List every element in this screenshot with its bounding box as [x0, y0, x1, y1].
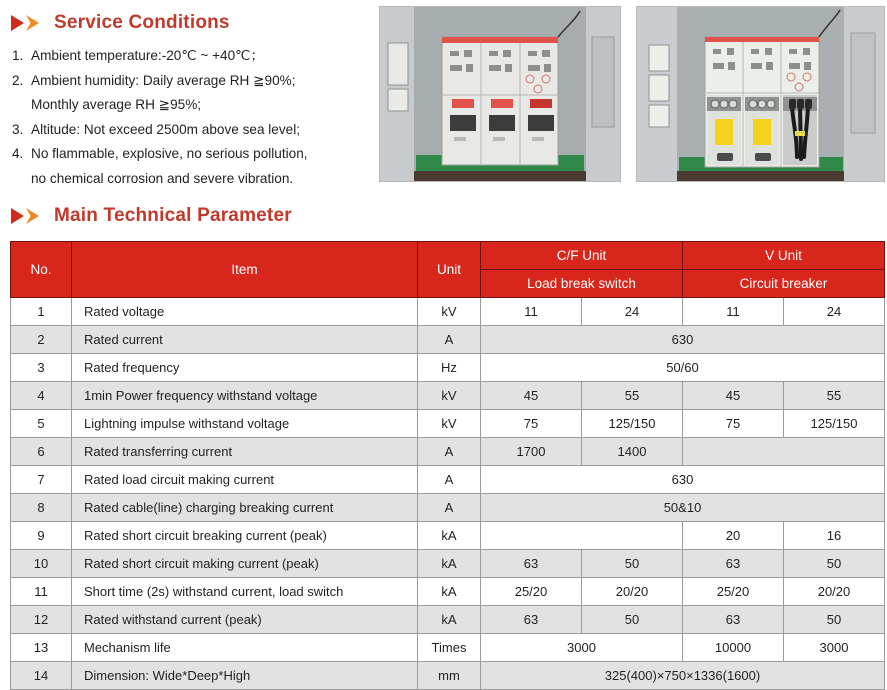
cell-item: Rated cable(line) charging breaking current [72, 494, 418, 522]
list-item-text-continued: Monthly average RH ≧95%; [31, 97, 202, 113]
cell-value: 1700 [481, 438, 582, 466]
cell-value: 3000 [481, 634, 683, 662]
table-row [11, 466, 885, 494]
cell-value: 63 [481, 606, 582, 634]
table-header-row-1 [11, 242, 885, 270]
cell-unit: A [418, 494, 481, 522]
cell-no: 8 [11, 494, 72, 522]
cell-no: 14 [11, 662, 72, 690]
cell-unit: Times [418, 634, 481, 662]
service-conditions-title: Service Conditions [54, 12, 230, 33]
table-row [11, 354, 885, 382]
cell-value: 63 [683, 550, 784, 578]
list-item-number: 1. [12, 48, 24, 63]
cell-value: 63 [481, 550, 582, 578]
list-item-number: 3. [12, 121, 24, 137]
cell-value: 50 [582, 550, 683, 578]
table-header [11, 242, 885, 298]
cell-no: 10 [11, 550, 72, 578]
cell-value: 125/150 [582, 410, 683, 438]
cell-value: 20/20 [582, 578, 683, 606]
cell-value: 50 [582, 606, 683, 634]
cell-unit: kV [418, 410, 481, 438]
list-item-text: Ambient humidity: Daily average RH ≧90%; [31, 72, 296, 88]
list-item-text: No flammable, explosive, no serious pollution, [31, 146, 308, 162]
cell-value: 20 [683, 522, 784, 550]
cell-item: Rated transferring current [72, 438, 418, 466]
table-row [11, 298, 885, 326]
list-item-text: Altitude: Not exceed 2500m above sea level; [31, 121, 301, 137]
cell-value: 50 [784, 606, 885, 634]
cell-unit: kA [418, 522, 481, 550]
table-row [11, 662, 885, 690]
cell-item: Rated load circuit making current [72, 466, 418, 494]
cell-value: 24 [582, 298, 683, 326]
cell-item: Rated short circuit making current (peak) [72, 550, 418, 578]
table-row [11, 634, 885, 662]
cell-unit: A [418, 438, 481, 466]
cell-value: 630 [481, 466, 885, 494]
cell-no: 2 [11, 326, 72, 354]
service-conditions-heading [10, 12, 230, 34]
cell-no: 7 [11, 466, 72, 494]
cell-unit: kA [418, 550, 481, 578]
cell-no: 4 [11, 382, 72, 410]
column-header-item: Item [72, 242, 418, 298]
cell-no: 11 [11, 578, 72, 606]
cell-value: 50&10 [481, 494, 885, 522]
cell-value: 25/20 [683, 578, 784, 606]
double-arrow-icon [10, 207, 44, 225]
cell-value: 11 [683, 298, 784, 326]
list-item [12, 69, 372, 94]
cell-item: Lightning impulse withstand voltage [72, 410, 418, 438]
column-header-no: No. [11, 242, 72, 298]
main-technical-parameter-heading [10, 205, 292, 227]
cell-value: 20/20 [784, 578, 885, 606]
cell-value [683, 438, 885, 466]
cell-unit: A [418, 326, 481, 354]
service-conditions-list [12, 44, 372, 192]
cell-value: 325(400)×750×1336(1600) [481, 662, 885, 690]
cell-value: 45 [683, 382, 784, 410]
cell-unit: kA [418, 606, 481, 634]
cell-value: 24 [784, 298, 885, 326]
cell-item: Mechanism life [72, 634, 418, 662]
table-row [11, 550, 885, 578]
cell-item: Short time (2s) withstand current, load switch [72, 578, 418, 606]
list-item-number: 4. [12, 146, 24, 162]
cell-no: 1 [11, 298, 72, 326]
main-technical-parameter-title: Main Technical Parameter [54, 205, 292, 226]
cell-no: 13 [11, 634, 72, 662]
cell-item: Rated current [72, 326, 418, 354]
technical-parameter-table [10, 241, 885, 690]
cell-value: 11 [481, 298, 582, 326]
table-row [11, 578, 885, 606]
list-item [12, 118, 372, 143]
table-row [11, 382, 885, 410]
cell-unit: Hz [418, 354, 481, 382]
cell-unit: kV [418, 382, 481, 410]
cell-value: 75 [683, 410, 784, 438]
cell-unit: kA [418, 578, 481, 606]
column-group-header-cf-unit: C/F Unit [481, 242, 683, 270]
switchgear-cable-compartment-photo [636, 6, 885, 182]
table-row [11, 606, 885, 634]
column-subheader-load-break-switch: Load break switch [481, 270, 683, 298]
cell-value [481, 522, 683, 550]
switchgear-front-closed-photo [379, 6, 621, 182]
table-row [11, 326, 885, 354]
cell-value: 50 [784, 550, 885, 578]
column-group-header-v-unit: V Unit [683, 242, 885, 270]
cell-value: 63 [683, 606, 784, 634]
cell-unit: A [418, 466, 481, 494]
cell-value: 1400 [582, 438, 683, 466]
cell-value: 55 [784, 382, 885, 410]
list-item-text: Ambient temperature:-20℃ ~ +40℃； [31, 48, 265, 63]
cell-no: 5 [11, 410, 72, 438]
column-header-unit: Unit [418, 242, 481, 298]
list-item-number: 2. [12, 72, 24, 88]
cell-value: 50/60 [481, 354, 885, 382]
table-row [11, 410, 885, 438]
cell-item: Rated short circuit breaking current (peak) [72, 522, 418, 550]
cell-unit: mm [418, 662, 481, 690]
list-item-text-continued: no chemical corrosion and severe vibration. [31, 170, 294, 186]
column-subheader-circuit-breaker: Circuit breaker [683, 270, 885, 298]
cell-value: 55 [582, 382, 683, 410]
cell-value: 125/150 [784, 410, 885, 438]
cell-item: Rated voltage [72, 298, 418, 326]
cell-item: Dimension: Wide*Deep*High [72, 662, 418, 690]
cell-no: 9 [11, 522, 72, 550]
cell-item: Rated frequency [72, 354, 418, 382]
table-row [11, 438, 885, 466]
table-body [11, 298, 885, 690]
cell-value: 3000 [784, 634, 885, 662]
list-item [12, 44, 372, 69]
double-arrow-icon [10, 14, 44, 32]
cell-value: 10000 [683, 634, 784, 662]
cell-value: 75 [481, 410, 582, 438]
cell-item: 1min Power frequency withstand voltage [72, 382, 418, 410]
table-row [11, 522, 885, 550]
cell-item: Rated withstand current (peak) [72, 606, 418, 634]
cell-no: 3 [11, 354, 72, 382]
cell-no: 12 [11, 606, 72, 634]
cell-unit: kV [418, 298, 481, 326]
cell-value: 630 [481, 326, 885, 354]
cell-value: 45 [481, 382, 582, 410]
cell-value: 16 [784, 522, 885, 550]
cell-value: 25/20 [481, 578, 582, 606]
cell-no: 6 [11, 438, 72, 466]
list-item [12, 142, 372, 167]
table-row [11, 494, 885, 522]
